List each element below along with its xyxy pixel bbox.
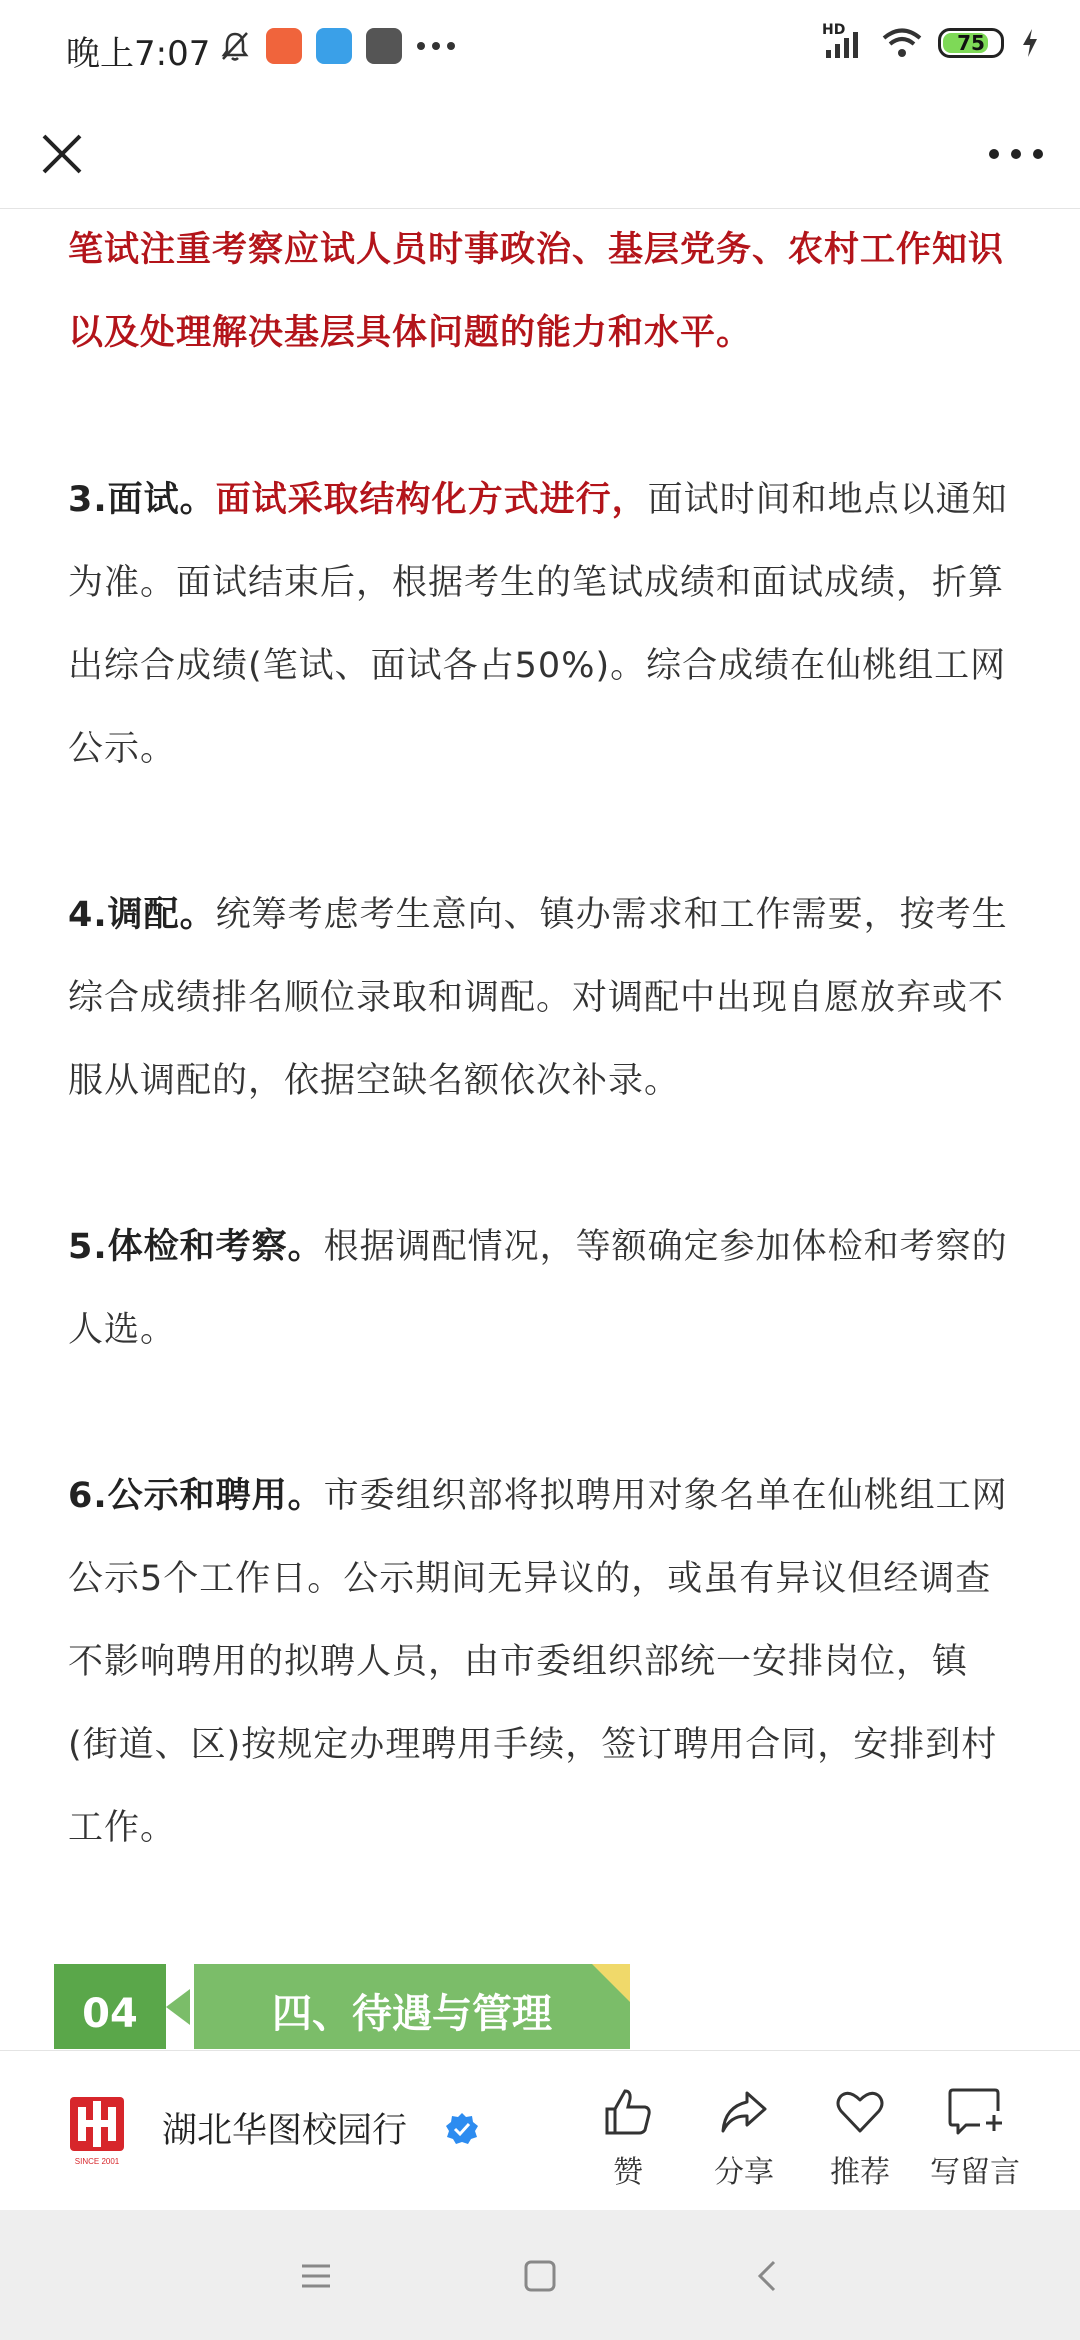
status-bar (0, 0, 1080, 100)
paragraph-intro: 笔试注重考察应试人员时事政治、基层党务、农村工作知识以及处理解决基层具体问题的能力和水平。 (68, 230, 1005, 353)
wifi-icon (882, 27, 922, 59)
signal-label: HD (822, 22, 846, 38)
app-notification-icon (366, 28, 402, 64)
status-time: 晚上7:07 (66, 34, 211, 74)
close-icon[interactable] (30, 122, 94, 186)
comment-icon (946, 2085, 1004, 2139)
paragraph-body: 统筹考虑考生意向、镇办需求和工作需要，按考生综合成绩排名顺位录取和调配。对调配中出现自愿放弃或不服从调配的，依据空缺名额依次补录。 (68, 895, 1008, 1101)
paragraph-allocation (68, 874, 1018, 1123)
back-icon[interactable] (744, 2252, 792, 2300)
paragraph-body: 市委组织部将拟聘用对象名单在仙桃组工网公示5个工作日。公示期间无异议的，或虽有异议但经调查不影响聘用的拟聘人员，由市委组织部统一安排岗位，镇(街道、区)按规定办理聘用手续，签订聘用合同，安排到村工作。 (68, 1476, 1008, 1848)
share-icon (717, 2085, 771, 2139)
banner-corner (592, 1964, 630, 2002)
section-banner (54, 1964, 630, 2049)
system-indicators (822, 22, 1040, 60)
account-name[interactable]: 湖北华图校园行 (162, 2111, 408, 2151)
recommend-label: 推荐 (830, 2155, 890, 2190)
highlight-text: 面试采取结构化方式进行， (215, 480, 648, 520)
comment-label: 写留言 (930, 2155, 1020, 2190)
app-notification-icon (266, 28, 302, 64)
bell-off-icon (218, 29, 252, 63)
heart-icon (833, 2085, 887, 2139)
paragraph-interview (68, 459, 1018, 791)
article-header (0, 100, 1080, 209)
bottom-action-bar (0, 2050, 1080, 2211)
paragraph-heading: 6.公示和聘用。 (68, 1476, 324, 1516)
article-content (0, 209, 1080, 2049)
like-label: 赞 (613, 2155, 643, 2190)
account-logo[interactable] (66, 2095, 128, 2167)
logo-caption: SINCE 2001 (74, 2157, 120, 2166)
section-number: 04 (54, 1964, 166, 2049)
more-notifications-icon (416, 41, 456, 51)
comment-button[interactable] (920, 2085, 1030, 2191)
paragraph-heading: 4.调配。 (68, 895, 216, 935)
share-button[interactable] (689, 2085, 799, 2191)
app-notification-icon (316, 28, 352, 64)
paragraph-exam-check (68, 1206, 1018, 1372)
system-nav-bar (0, 2210, 1080, 2340)
recommend-button[interactable] (805, 2085, 915, 2191)
home-icon[interactable] (516, 2252, 564, 2300)
thumbs-up-icon (601, 2085, 655, 2139)
section-title: 四、待遇与管理 (194, 1964, 630, 2049)
signal-icon (822, 22, 866, 60)
share-label: 分享 (714, 2155, 774, 2190)
paragraph-body: 面试时间和地点以通知为准。面试结束后，根据考生的笔试成绩和面试成绩，折算出综合成绩(笔试、面试各占50%)。综合成绩在仙桃组工网公示。 (68, 480, 1008, 769)
like-button[interactable] (573, 2085, 683, 2191)
banner-arrow (166, 1989, 190, 2025)
verified-badge-icon (444, 2111, 480, 2147)
paragraph-publicity (68, 1455, 1018, 1870)
paragraph-heading: 5.体检和考察。 (68, 1227, 324, 1267)
paragraph-heading: 3.面试。 (68, 480, 216, 520)
battery-icon (938, 28, 1004, 58)
more-icon[interactable] (980, 122, 1052, 186)
menu-icon[interactable] (292, 2252, 340, 2300)
charging-icon (1020, 27, 1040, 59)
paragraph-body: 根据调配情况，等额确定参加体检和考察的人选。 (68, 1227, 1008, 1350)
battery-level: 75 (957, 31, 985, 55)
notification-icons (218, 28, 456, 64)
